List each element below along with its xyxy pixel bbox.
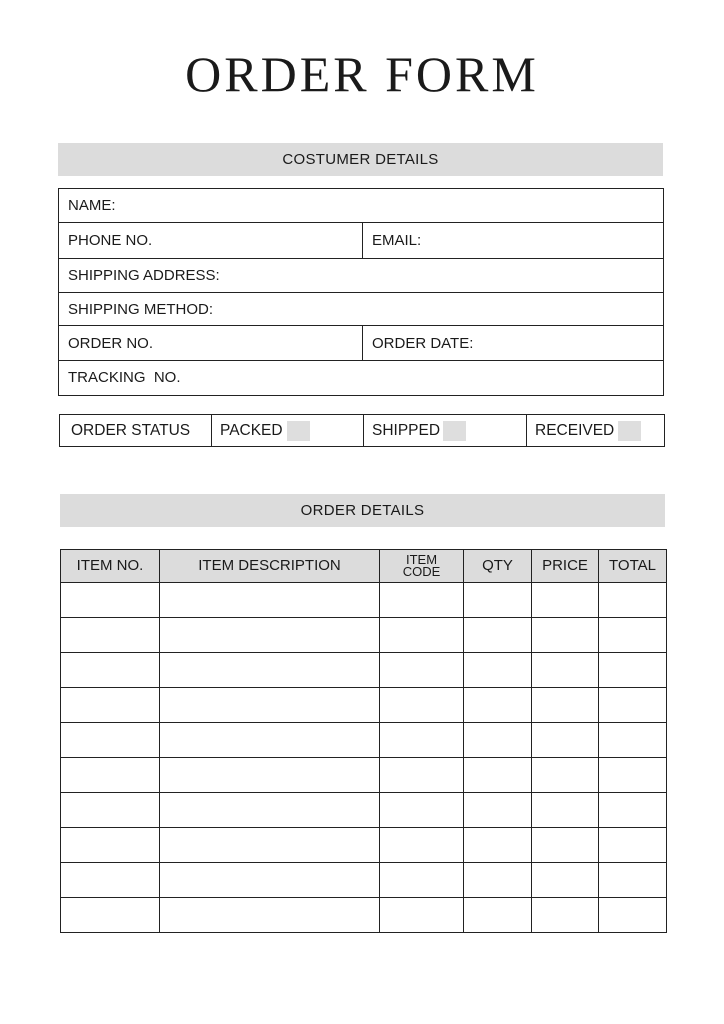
table-row	[61, 618, 667, 653]
order-no-field[interactable]	[59, 326, 362, 360]
phone-label: PHONE NO.	[68, 232, 153, 249]
cell-item-description[interactable]	[160, 653, 380, 688]
cell-item-code[interactable]	[380, 863, 464, 898]
cell-item-code[interactable]	[380, 653, 464, 688]
cell-price[interactable]	[532, 863, 599, 898]
table-row	[61, 583, 667, 618]
cell-price[interactable]	[532, 793, 599, 828]
cell-item-no[interactable]	[61, 828, 160, 863]
shipped-option[interactable]	[363, 415, 526, 446]
phone-field[interactable]	[59, 223, 362, 258]
cell-price[interactable]	[532, 618, 599, 653]
order-details-heading: ORDER DETAILS	[60, 494, 665, 527]
cell-price[interactable]	[532, 688, 599, 723]
col-item-no: ITEM NO.	[61, 550, 160, 583]
cell-qty[interactable]	[464, 758, 532, 793]
cell-item-description[interactable]	[160, 863, 380, 898]
address-row	[59, 259, 663, 293]
col-item-code-line2: CODE	[402, 564, 441, 579]
cell-item-description[interactable]	[160, 793, 380, 828]
received-checkbox[interactable]	[618, 421, 641, 441]
cell-item-code[interactable]	[380, 793, 464, 828]
order-date-field[interactable]	[362, 326, 663, 360]
name-field[interactable]	[59, 189, 663, 222]
customer-details-heading: COSTUMER DETAILS	[58, 143, 663, 176]
cell-qty[interactable]	[464, 583, 532, 618]
cell-item-no[interactable]	[61, 863, 160, 898]
email-field[interactable]	[362, 223, 663, 258]
cell-qty[interactable]	[464, 828, 532, 863]
cell-item-code[interactable]	[380, 688, 464, 723]
order-date-label: ORDER DATE:	[372, 334, 474, 352]
cell-price[interactable]	[532, 758, 599, 793]
cell-item-code[interactable]	[380, 723, 464, 758]
cell-total[interactable]	[599, 653, 667, 688]
cell-qty[interactable]	[464, 898, 532, 933]
table-header-row	[61, 550, 667, 583]
table-row	[61, 653, 667, 688]
cell-item-no[interactable]	[61, 653, 160, 688]
received-label: RECEIVED	[535, 421, 615, 439]
cell-price[interactable]	[532, 828, 599, 863]
cell-total[interactable]	[599, 583, 667, 618]
cell-qty[interactable]	[464, 863, 532, 898]
packed-checkbox[interactable]	[287, 421, 310, 441]
cell-item-description[interactable]	[160, 583, 380, 618]
order-status-label-cell	[60, 415, 211, 446]
name-row	[59, 189, 663, 223]
cell-qty[interactable]	[464, 653, 532, 688]
cell-item-code[interactable]	[380, 828, 464, 863]
cell-item-description[interactable]	[160, 828, 380, 863]
cell-price[interactable]	[532, 898, 599, 933]
order-status-label: ORDER STATUS	[71, 421, 191, 439]
cell-item-code[interactable]	[380, 583, 464, 618]
shipping-method-field[interactable]	[59, 293, 663, 325]
cell-total[interactable]	[599, 863, 667, 898]
cell-item-code[interactable]	[380, 898, 464, 933]
col-qty: QTY	[464, 550, 532, 583]
cell-total[interactable]	[599, 723, 667, 758]
table-row	[61, 723, 667, 758]
packed-option[interactable]	[211, 415, 363, 446]
col-price: PRICE	[532, 550, 599, 583]
cell-item-no[interactable]	[61, 793, 160, 828]
tracking-field[interactable]	[59, 361, 663, 394]
cell-total[interactable]	[599, 618, 667, 653]
cell-price[interactable]	[532, 583, 599, 618]
table-row	[61, 828, 667, 863]
email-label: EMAIL:	[372, 232, 422, 249]
cell-total[interactable]	[599, 898, 667, 933]
page-title: ORDER FORM	[185, 46, 539, 102]
cell-item-no[interactable]	[61, 898, 160, 933]
method-row	[59, 293, 663, 326]
table-row	[61, 793, 667, 828]
order-row	[59, 326, 663, 361]
cell-total[interactable]	[599, 828, 667, 863]
tracking-row	[59, 361, 663, 394]
col-item-description: ITEM DESCRIPTION	[160, 550, 380, 583]
cell-qty[interactable]	[464, 688, 532, 723]
table-row	[61, 898, 667, 933]
shipping-address-field[interactable]	[59, 259, 663, 292]
cell-item-description[interactable]	[160, 758, 380, 793]
cell-price[interactable]	[532, 653, 599, 688]
tracking-label: TRACKING NO.	[68, 369, 181, 386]
cell-item-description[interactable]	[160, 618, 380, 653]
col-item-code	[380, 550, 464, 583]
packed-label: PACKED	[220, 421, 283, 439]
cell-item-no[interactable]	[61, 723, 160, 758]
table-row	[61, 863, 667, 898]
cell-item-description[interactable]	[160, 688, 380, 723]
shipping-address-label: SHIPPING ADDRESS:	[68, 267, 220, 284]
phone-email-row	[59, 223, 663, 259]
shipped-label: SHIPPED	[372, 421, 441, 439]
order-items-table	[60, 549, 667, 933]
cell-item-description[interactable]	[160, 723, 380, 758]
col-total: TOTAL	[599, 550, 667, 583]
cell-item-no[interactable]	[61, 583, 160, 618]
cell-total[interactable]	[599, 688, 667, 723]
order-status-box	[59, 414, 665, 447]
cell-total[interactable]	[599, 793, 667, 828]
table-row	[61, 688, 667, 723]
cell-qty[interactable]	[464, 793, 532, 828]
table-row	[61, 758, 667, 793]
cell-qty[interactable]	[464, 723, 532, 758]
cell-qty[interactable]	[464, 618, 532, 653]
name-label: NAME:	[68, 197, 116, 214]
col-item-code-line1: ITEM	[405, 552, 438, 567]
order-no-label: ORDER NO.	[68, 334, 154, 352]
customer-details-box	[58, 188, 664, 396]
cell-item-no[interactable]	[61, 758, 160, 793]
shipping-method-label: SHIPPING METHOD:	[68, 300, 214, 318]
received-option[interactable]	[526, 415, 664, 446]
cell-total[interactable]	[599, 758, 667, 793]
cell-item-no[interactable]	[61, 618, 160, 653]
cell-item-code[interactable]	[380, 618, 464, 653]
cell-item-description[interactable]	[160, 898, 380, 933]
cell-price[interactable]	[532, 723, 599, 758]
shipped-checkbox[interactable]	[443, 421, 466, 441]
cell-item-no[interactable]	[61, 688, 160, 723]
cell-item-code[interactable]	[380, 758, 464, 793]
